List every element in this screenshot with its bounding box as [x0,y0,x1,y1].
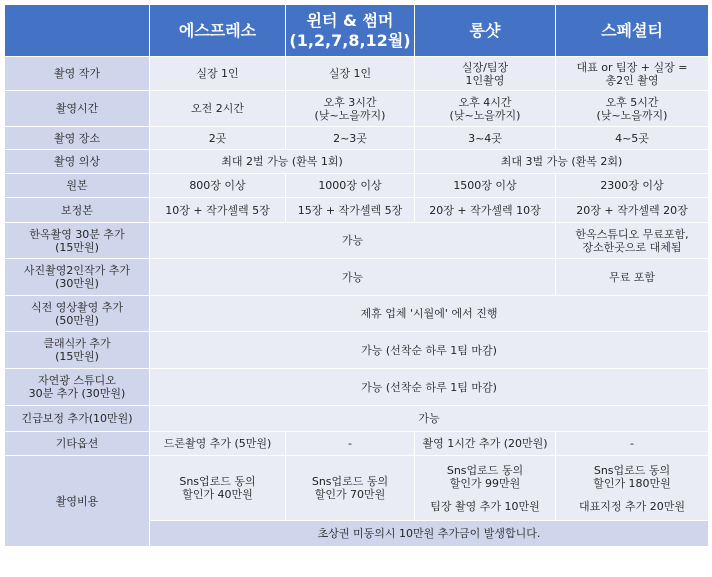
cell-text: 할인가 180만원 [593,476,671,490]
cell-text: Sns업로드 동의 [446,463,524,477]
cell-hanbok-available: 가능 [150,223,556,259]
cell-hanbok-specialty [556,223,709,259]
cell-second-photographer-available: 가능 [150,259,556,296]
label-text: (15만원) [55,240,99,254]
label-text: 클래식카 추가 [43,337,111,350]
cell-text: (낮~노을까지) [596,108,668,122]
cell-staff-longshot [415,57,556,91]
cell-other-espresso: 드론촬영 추가 (5만원) [150,432,286,456]
cell-retouch-espresso: 10장 + 작가셀렉 5장 [150,198,286,223]
cell-staff-specialty [556,57,709,91]
cell-retouch-specialty: 20장 + 작가셀렉 20장 [556,198,709,223]
row-label-original: 원본 [5,174,150,198]
cell-time-specialty [556,91,709,127]
cell-retouch-winter: 15장 + 작가셀렉 5장 [286,198,415,223]
cell-ceremony-video: 제휴 업체 '시월에' 에서 진행 [150,296,709,332]
table-row [5,198,709,223]
header-longshot: 롱샷 [415,5,556,57]
cell-time-longshot [415,91,556,127]
cell-text: 할인가 40만원 [182,488,253,501]
row-label-staff: 촬영 작가 [5,57,150,91]
cell-text: 할인가 70만원 [314,488,386,501]
table-row [5,174,709,198]
table-row [5,406,709,432]
cell-text: (낮~노을까지) [314,108,386,122]
cell-original-espresso: 800장 이상 [150,174,286,198]
header-specialty: 스페셜티 [556,5,709,57]
cell-text: Sns업로드 동의 [179,475,256,488]
label-text: (50만원) [55,313,99,327]
row-label-second-photographer [5,259,150,296]
cell-outfit-longshot-specialty: 최대 3벌 가능 (환복 2회) [415,150,709,174]
cell-text: 오후 5시간 [605,95,659,109]
cell-urgent-retouch: 가능 [150,406,709,432]
row-label-outfit: 촬영 의상 [5,150,150,174]
cell-original-longshot: 1500장 이상 [415,174,556,198]
table-row [5,223,709,259]
cell-original-specialty: 2300장 이상 [556,174,709,198]
table-row [5,296,709,332]
table-row [5,91,709,127]
cell-place-winter: 2~3곳 [286,127,415,150]
cell-text: 할인가 99만원 [449,476,521,490]
cell-outfit-espresso-winter: 최대 2벌 가능 (환복 1회) [150,150,415,174]
cell-text: 오후 3시간 [323,95,377,109]
pricing-table-container [4,4,709,547]
cell-time-espresso: 오전 2시간 [150,91,286,127]
cell-place-specialty: 4~5곳 [556,127,709,150]
cell-text: 팀장 촬영 추가 10만원 [430,499,540,513]
pricing-table [4,4,709,547]
cell-text: 1인촬영 [465,73,505,87]
header-winter-summer [286,5,415,57]
cell-staff-winter: 실장 1인 [286,57,415,91]
cell-other-specialty: - [556,432,709,456]
cell-text: 오후 4시간 [458,95,512,109]
cell-place-longshot: 3~4곳 [415,127,556,150]
row-label-time: 촬영시간 [5,91,150,127]
cell-text: (낮~노을까지) [449,108,521,122]
header-winter-summer-months: (1,2,7,8,12월) [289,30,411,50]
row-label-cost: 촬영비용 [5,456,150,547]
cell-cost-espresso [150,456,286,521]
cell-other-winter: - [286,432,415,456]
label-text: (15만원) [55,350,99,363]
cell-text: Sns업로드 동의 [311,475,389,488]
row-label-natural-studio [5,369,150,406]
cell-place-espresso: 2곳 [150,127,286,150]
table-row [5,259,709,296]
row-label-ceremony-video [5,296,150,332]
table-row [5,150,709,174]
table-row [5,369,709,406]
row-label-other-options: 기타옵션 [5,432,150,456]
row-label-hanbok [5,223,150,259]
row-label-classic-car [5,332,150,369]
cell-other-longshot: 촬영 1시간 추가 (20만원) [415,432,556,456]
cell-text: 장소한곳으로 대체됨 [582,240,682,254]
cell-classic-car: 가능 (선착순 하루 1팀 마감) [150,332,709,369]
table-row [5,57,709,91]
cell-cost-longshot [415,456,556,521]
cost-footer-note: 초상권 미동의시 10만원 추가금이 발생합니다. [150,521,709,547]
label-text: (30만원) [55,277,99,290]
table-row [5,432,709,456]
header-corner [5,5,150,57]
row-label-place: 촬영 장소 [5,127,150,150]
cell-cost-winter [286,456,415,521]
cell-text: 대표 or 팀장 + 실장 = [576,60,688,74]
table-row [5,127,709,150]
cell-cost-specialty [556,456,709,521]
row-label-retouch: 보정본 [5,198,150,223]
header-row [5,5,709,57]
header-winter-summer-title: 윈터 & 썸머 [306,10,394,30]
cell-time-winter [286,91,415,127]
cell-text: 총2인 촬영 [605,73,659,87]
cell-text: Sns업로드 동의 [593,463,671,477]
cell-natural-studio: 가능 (선착순 하루 1팀 마감) [150,369,709,406]
header-espresso: 에스프레소 [150,5,286,57]
label-text: 한옥촬영 30분 추가 [29,227,125,241]
cell-text: 대표지정 추가 20만원 [579,499,685,513]
cell-text: 실장/팀장 [461,60,509,74]
label-text: 식전 영상촬영 추가 [30,300,123,314]
cell-text: 한옥스튜디오 무료포함, [575,227,689,241]
table-row [5,332,709,369]
label-text: 사진촬영2인작가 추가 [23,264,131,277]
cell-staff-espresso: 실장 1인 [150,57,286,91]
cell-retouch-longshot: 20장 + 작가셀렉 10장 [415,198,556,223]
cell-second-photographer-specialty: 무료 포함 [556,259,709,296]
label-text: 자연광 스튜디오 [38,374,116,387]
row-label-urgent-retouch: 긴급보정 추가(10만원) [5,406,150,432]
table-row [5,456,709,521]
cell-original-winter: 1000장 이상 [286,174,415,198]
label-text: 30분 추가 (30만원) [28,387,126,400]
